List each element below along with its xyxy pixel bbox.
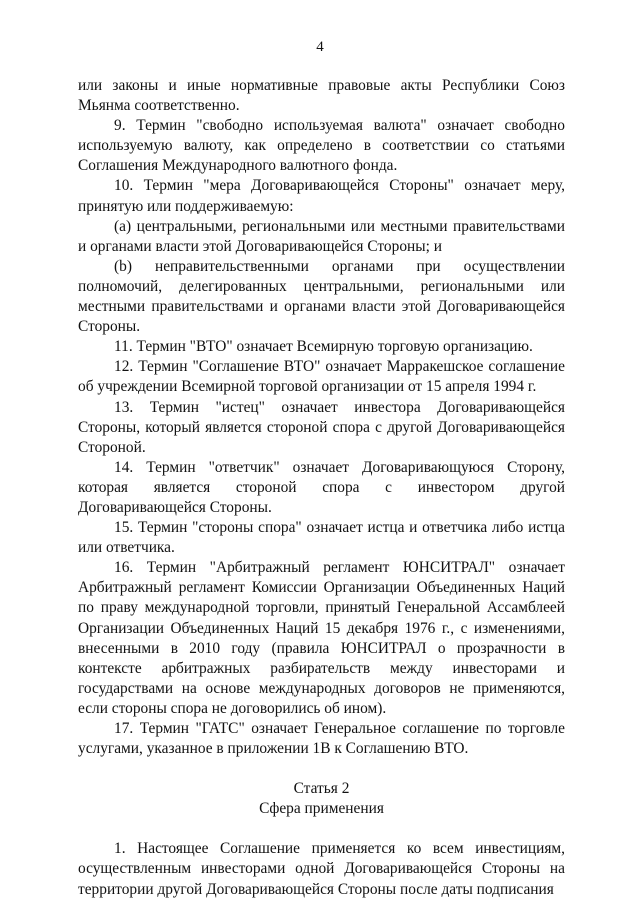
- paragraph-15: 15. Термин "стороны спора" означает истца и ответчика либо истца или ответчика.: [78, 519, 565, 557]
- paragraph-10-b: (b) неправительственными органами при осуществлении полномочий, делегированных центральными, региональными или местными правительствами и органами власти этой Договаривающейся Стороны.: [78, 257, 565, 336]
- paragraph-13: 13. Термин "истец" означает инвестора Договаривающейся Стороны, который является стороной спора с другой Договаривающейся Стороной.: [78, 398, 565, 456]
- article-2-paragraph-1: 1. Настоящее Соглашение применяется ко всем инвестициям, осуществленным инвесторами одной Договаривающейся Стороны на территории другой Договаривающейся Стороны после даты подписания: [78, 840, 565, 898]
- document-body: [78, 76, 565, 900]
- paragraph-14: 14. Термин "ответчик" означает Договаривающуюся Сторону, которая является стороной спора с инвестором другой Договаривающейся Стороны.: [78, 458, 565, 516]
- paragraph-10-a: (a) центральными, региональными или местными правительствами и органами власти этой Договаривающейся Стороны; и: [78, 217, 565, 255]
- paragraph-11: 11. Термин "ВТО" означает Всемирную торговую организацию.: [114, 338, 533, 356]
- paragraph-12: 12. Термин "Соглашение ВТО" означает Марракешское соглашение об учреждении Всемирной торговой организации от 15 апреля 1994 г.: [78, 358, 565, 396]
- paragraph-9: 9. Термин "свободно используемая валюта" означает свободно используемую валюту, как определено в соответствии со статьями Соглашения Международного валютного фонда.: [78, 117, 565, 175]
- paragraph-continuation: или законы и иные нормативные правовые акты Республики Союз Мьянма соответственно.: [78, 77, 565, 115]
- paragraph-17: 17. Термин "ГАТС" означает Генеральное соглашение по торговле услугами, указанное в приложении 1В к Соглашению ВТО.: [78, 720, 565, 758]
- paragraph-10: 10. Термин "мера Договаривающейся Стороны" означает меру, принятую или поддерживаемую:: [78, 177, 565, 215]
- page-number: 4: [316, 39, 324, 55]
- paragraph-16: 16. Термин "Арбитражный регламент ЮНСИТРАЛ" означает Арбитражный регламент Комиссии Организации Объединенных Наций по праву международной торговли, принятый Генеральной Ассамблеей Организации Объединенных Наций 15 декабря 1976 г., с изменениями, внесенными в 2010 году (правила ЮНСИТРАЛ о прозрачности в контексте арбитражных разбирательств между инвесторами и государствами на основе международных договоров не применяются, если стороны спора не договорились об ином).: [78, 559, 565, 717]
- article-number: Статья 2: [293, 780, 350, 798]
- article-title: Сфера применения: [259, 800, 384, 818]
